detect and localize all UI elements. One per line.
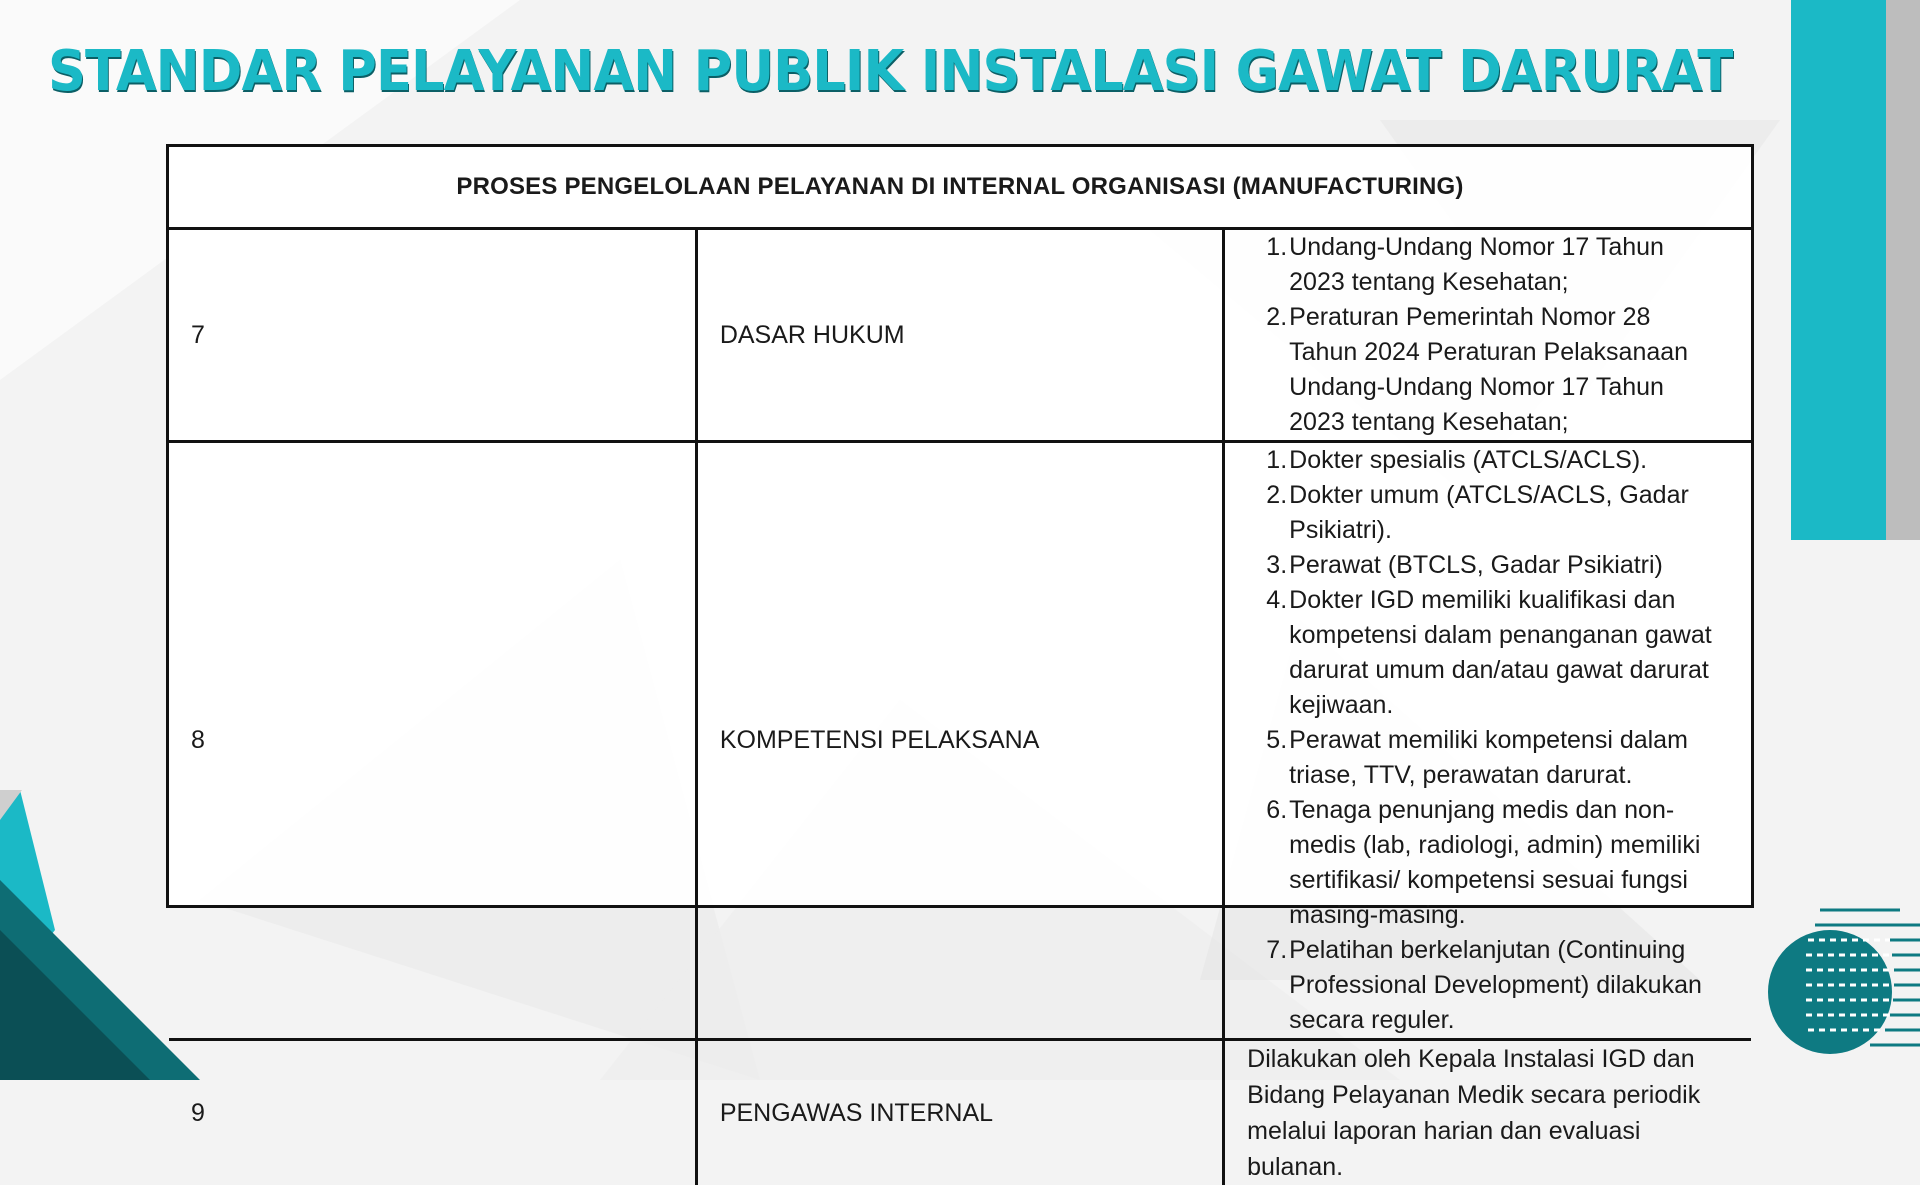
row-number: 8	[169, 442, 696, 1040]
row-content	[1224, 229, 1751, 442]
gray-side-band	[1885, 0, 1920, 540]
teal-circle	[1768, 930, 1892, 1054]
row-label: PENGAWAS INTERNAL	[696, 1040, 1223, 1185]
table-row	[169, 229, 1751, 442]
table-header-row	[169, 147, 1751, 229]
row-label: DASAR HUKUM	[696, 229, 1223, 442]
service-standard-table	[166, 144, 1754, 908]
row-content	[1224, 1040, 1751, 1185]
table-row	[169, 1040, 1751, 1185]
deep-teal-triangle	[0, 930, 150, 1080]
list-item: 3. Perawat (BTCLS, Gadar Psikiatri)	[1261, 548, 1715, 583]
list-item: 2. Dokter umum (ATCLS/ACLS, Gadar Psikiatri).	[1261, 478, 1715, 548]
list-item: 5. Perawat memiliki kompetensi dalam triase, TTV, perawatan darurat.	[1261, 723, 1715, 793]
page-title: STANDAR PELAYANAN PUBLIK INSTALASI GAWAT DARURAT	[48, 30, 1732, 114]
list-item: 6. Tenaga penunjang medis dan non-medis (lab, radiologi, admin) memiliki sertifikasi/ kompetensi sesuai fungsi masing-masing.	[1261, 793, 1715, 933]
internal-supervision-text: Dilakukan oleh Kepala Instalasi IGD dan Bidang Pelayanan Medik secara periodik melalui laporan harian dan evaluasi bulanan.	[1247, 1041, 1715, 1185]
list-item: 1. Dokter spesialis (ATCLS/ACLS).	[1261, 443, 1715, 478]
table-header: PROSES PENGELOLAAN PELAYANAN DI INTERNAL ORGANISASI (MANUFACTURING)	[169, 147, 1751, 229]
teal-side-band	[1791, 0, 1886, 540]
legal-basis-list	[1261, 230, 1715, 440]
row-content	[1224, 442, 1751, 1040]
row-number: 7	[169, 229, 696, 442]
list-item: 2. Peraturan Pemerintah Nomor 28 Tahun 2024 Peraturan Pelaksanaan Undang-Undang Nomor 17 Tahun 2023 tentang Kesehatan;	[1261, 300, 1715, 440]
list-item: 7. Pelatihan berkelanjutan (Continuing Professional Development) dilakukan secara reguler.	[1261, 933, 1715, 1038]
table-row	[169, 442, 1751, 1040]
row-number: 9	[169, 1040, 696, 1185]
list-item: 4. Dokter IGD memiliki kualifikasi dan kompetensi dalam penanganan gawat darurat umum dan/atau gawat darurat kejiwaan.	[1261, 583, 1715, 723]
list-item: 1. Undang-Undang Nomor 17 Tahun 2023 tentang Kesehatan;	[1261, 230, 1715, 300]
competency-list	[1261, 443, 1715, 1038]
row-label: KOMPETENSI PELAKSANA	[696, 442, 1223, 1040]
